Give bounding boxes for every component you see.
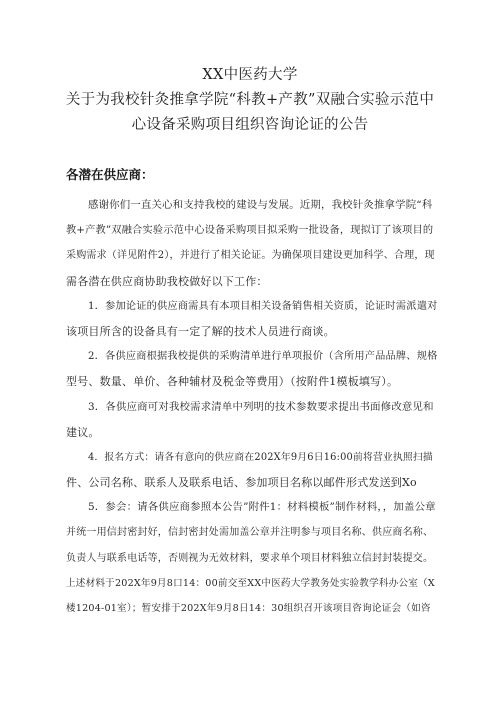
institution-title: XX中医药大学 bbox=[202, 67, 298, 83]
text-line: 1．参加论证的供应商需具有本项目相关设备销售相关资质，论证时需派遣对 bbox=[88, 300, 438, 312]
text-line: 件、公司名称、联系人及联系电话、参加项目名称以邮件形式发送到Xo bbox=[66, 476, 417, 490]
text-line: 教+产教”双融合实验示范中心设备采购项目拟采购一批设备，现拟订了该项目的 bbox=[66, 225, 434, 237]
notice-body bbox=[66, 193, 436, 621]
text-line: 感谢你们一直关心和支持我校的建设与发展。近期，我校针灸推拿学院“科 bbox=[88, 199, 433, 211]
text-line: 建议。 bbox=[66, 425, 100, 439]
text-line: 3．各供应商可对我校需求清单中列明的技术参数要求提出书面修改意见和 bbox=[88, 400, 434, 413]
text-line: 负责人与联系电话等，否则视为无效材料，要求单个项目材料独立信封封装提交。 bbox=[66, 552, 434, 564]
salutation: 各潜在供应商： bbox=[66, 167, 154, 182]
notice-title-line-1: 关于为我校针灸推拿学院“科教+产教”双融合实验示范中 bbox=[65, 92, 435, 108]
notice-title-line-2: 心设备采购项目组织咨询论证的公告 bbox=[131, 117, 369, 133]
paragraph-item-2 bbox=[66, 344, 436, 394]
text-line: 并统一用信封密封好，信封密封处需加盖公章并注明参与项目名称、供应商名称、 bbox=[66, 527, 434, 539]
paragraph-item-1 bbox=[66, 294, 436, 344]
text-line: 采购需求（详见附件2），并进行了相关论证。为确保项目建设更加科学、合理，现 bbox=[66, 250, 435, 262]
text-line: 2．各供应商根据我校提供的采购清单进行单项报价（含所用产品品牌、规格 bbox=[88, 351, 438, 363]
text-line: 该项目所含的设备具有一定了解的技术人员进行商谈。 bbox=[66, 324, 335, 338]
text-line: 型号、数量、单价、各种辅材及税金等费用）（按附件1模板填写）。 bbox=[66, 375, 399, 389]
text-line: 4．报名方式：请各有意向的供应商在202X年9月6日16:00前将营业执照扫描 bbox=[88, 451, 433, 463]
text-line: 楼1204-01室）；暂安排于202X年9月8日14：30组织召开该项目咨询论证会（如咨 bbox=[66, 603, 431, 614]
paragraph-item-5 bbox=[66, 495, 436, 621]
text-line: 5．参会：请各供应商参照本公告”附件1：材料模板”制作材料，，加盖公章 bbox=[88, 501, 436, 514]
text-line: 需各潜在供应商协助我校做好以下工作： bbox=[66, 274, 268, 288]
paragraph-intro bbox=[66, 193, 436, 294]
paragraph-item-3 bbox=[66, 395, 436, 445]
text-line: 上述材料于202X年9月8口14：00前交至XX中医药大学教务处实验教学科办公室（X bbox=[66, 577, 435, 589]
paragraph-item-4 bbox=[66, 445, 436, 495]
